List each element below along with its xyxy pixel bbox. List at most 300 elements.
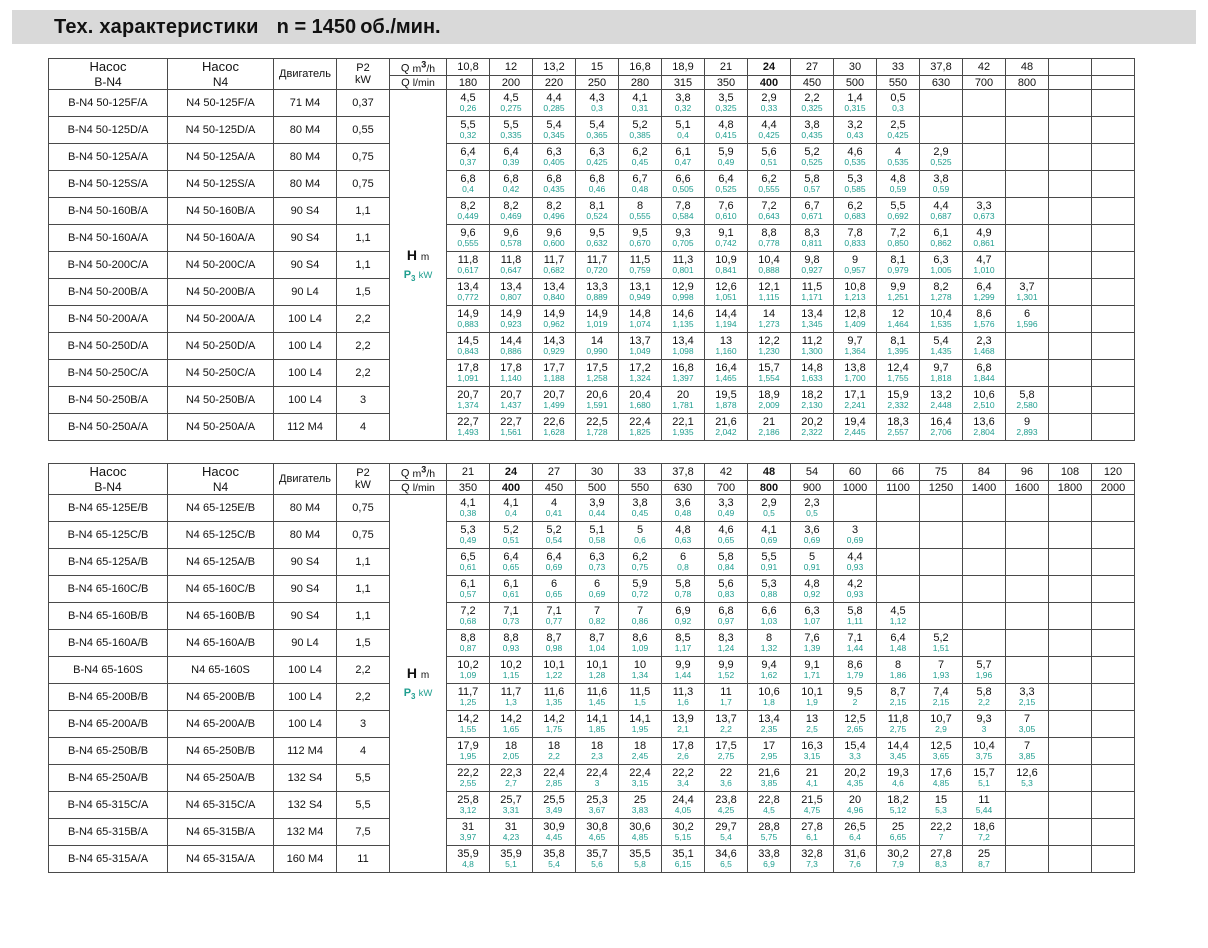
data-cell [447,117,490,144]
data-cell [834,333,877,360]
power-value: 0,325 [801,102,823,113]
motor-model: 100 L4 [274,387,337,414]
col-header-p2: P2 kW [337,464,390,495]
data-cell [834,225,877,252]
power-value: 1,6 [677,696,689,707]
head-value: 9,5 [632,227,648,240]
data-cell [490,522,533,549]
pump-bn4-model: B-N4 65-125A/B [49,549,168,576]
data-cell-empty [1092,576,1135,603]
power-value: 0,57 [803,183,821,194]
power-value: 5,15 [674,831,692,842]
table-row [49,711,1135,738]
head-value: 6 [1023,308,1031,321]
p2-value: 7,5 [337,819,390,846]
data-cell [447,144,490,171]
power-value: 0,923 [500,318,522,329]
data-cell [705,279,748,306]
p2-value: 4 [337,738,390,765]
data-cell [834,819,877,846]
data-cell [834,360,877,387]
data-cell [791,846,834,873]
data-cell [490,576,533,603]
power-value: 1,04 [588,642,606,653]
data-cell [963,333,1006,360]
head-value: 5,2 [632,119,648,132]
data-cell-empty [920,117,963,144]
head-value: 12,6 [1016,767,1038,780]
head-value: 5,4 [589,119,605,132]
data-cell [576,603,619,630]
head-value: 5 [808,551,816,564]
head-value: 22,8 [758,794,780,807]
data-cell [705,90,748,117]
head-value: 17,7 [543,362,565,375]
power-value: 2,332 [887,399,909,410]
data-cell [748,549,791,576]
table-50-wrapper [48,58,1208,441]
data-cell-empty [920,522,963,549]
data-cell-empty [1092,387,1135,414]
pump-n4-model: N4 65-315C/A [168,792,274,819]
power-value: 0,86 [631,615,649,626]
head-value: 8,2 [503,200,519,213]
pump-n4-model: N4 50-250B/A [168,387,274,414]
head-value: 22,4 [543,767,565,780]
data-cell [619,549,662,576]
power-value: 0,927 [801,264,823,275]
power-value: 0,671 [801,210,823,221]
power-value: 1,091 [457,372,479,383]
pump-bn4-model: B-N4 65-125E/B [49,495,168,522]
head-value: 6,2 [632,551,648,564]
data-cell-empty [1092,414,1135,441]
power-value: 0,759 [629,264,651,275]
data-cell [447,792,490,819]
speed-unit: об./мин. [360,15,441,38]
col-header-pump-bn4: Насос B-N4 [49,59,168,90]
data-cell [963,657,1006,684]
data-cell [834,846,877,873]
col-header-motor: Двигатель [274,464,337,495]
data-cell [963,225,1006,252]
pump-n4-model: N4 50-125S/A [168,171,274,198]
data-cell [490,387,533,414]
data-cell [748,657,791,684]
head-value: 5,3 [847,173,863,186]
power-value: 1,098 [672,345,694,356]
power-value: 5,4 [720,831,732,842]
power-value: 1,7 [720,696,732,707]
p2-value: 1,1 [337,198,390,225]
head-value: 6,6 [675,173,691,186]
power-value: 1,230 [758,345,780,356]
data-cell-empty [1049,306,1092,333]
data-cell [662,495,705,522]
data-cell-empty [1092,846,1135,873]
q-m3h-value: 13,2 [533,59,576,76]
data-cell-empty [963,522,1006,549]
data-cell [619,387,662,414]
power-value: 5,44 [975,804,993,815]
power-value: 0,87 [459,642,477,653]
head-value: 18 [633,740,647,753]
head-value: 14,8 [629,308,651,321]
power-value: 5,12 [889,804,907,815]
data-cell [791,90,834,117]
power-value: 0,325 [715,102,737,113]
data-cell [490,657,533,684]
power-value: 1,34 [631,669,649,680]
data-cell [748,387,791,414]
power-value: 0,45 [631,507,649,518]
data-cell [490,846,533,873]
power-value: 0,673 [973,210,995,221]
head-value: 10,4 [758,254,780,267]
head-value: 4,3 [589,92,605,105]
table-row [49,198,1135,225]
head-value: 14,4 [887,740,909,753]
data-cell [748,495,791,522]
pump-bn4-model: B-N4 65-160A/B [49,630,168,657]
data-cell [920,279,963,306]
power-value: 7 [938,831,944,842]
head-value: 6,8 [718,605,734,618]
data-cell-empty [1092,306,1135,333]
data-cell-empty [920,576,963,603]
power-value: 1,878 [715,399,737,410]
h-p3-legend: H m $P_3$ kW [390,495,447,873]
pump-bn4-model: B-N4 65-315B/A [49,819,168,846]
data-cell-empty [1006,792,1049,819]
head-value: 11,5 [629,686,651,699]
head-value: 4 [894,146,902,159]
head-value: 11,8 [887,713,909,726]
power-value: 1,464 [887,318,909,329]
head-value: 35,7 [586,848,608,861]
data-cell-empty [1049,117,1092,144]
data-cell [662,387,705,414]
table-row [49,765,1135,792]
data-cell [748,522,791,549]
head-value: 2,3 [804,497,820,510]
p2-value: 0,75 [337,171,390,198]
power-value: 0,75 [631,561,649,572]
head-value: 16,4 [715,362,737,375]
data-cell [662,792,705,819]
power-value: 3,97 [459,831,477,842]
head-value: 11,8 [457,254,479,267]
data-cell [920,657,963,684]
data-cell-empty [963,171,1006,198]
p2-value: 2,2 [337,306,390,333]
power-value: 0,682 [543,264,565,275]
power-value: 0,990 [586,345,608,356]
data-cell [576,711,619,738]
pump-n4-model: N4 50-200B/A [168,279,274,306]
power-value: 1,86 [889,669,907,680]
power-value: 7,6 [849,858,861,869]
head-value: 2,2 [804,92,820,105]
data-cell [490,603,533,630]
data-cell-empty [1092,90,1135,117]
data-cell [748,225,791,252]
head-value: 7 [937,659,945,672]
head-value: 13,4 [457,281,479,294]
head-value: 20 [676,389,690,402]
power-value: 4,25 [717,804,735,815]
head-value: 3,2 [847,119,863,132]
data-cell-empty [1092,333,1135,360]
power-value: 2,009 [758,399,780,410]
data-cell [619,279,662,306]
q-lmin-value [1092,76,1135,90]
power-value: 0,47 [674,156,692,167]
power-value: 1,55 [459,723,477,734]
head-value: 5,8 [1019,389,1035,402]
speed-label: n = 1450 [276,15,357,38]
head-value: 11,3 [672,254,694,267]
data-cell [748,252,791,279]
data-cell [748,279,791,306]
power-value: 0,285 [543,102,565,113]
data-cell [662,819,705,846]
data-cell [662,657,705,684]
data-cell-empty [1006,333,1049,360]
head-value: 5,9 [718,146,734,159]
page-title-bar [12,10,1196,44]
head-value: 13,4 [543,281,565,294]
power-value: 0,841 [715,264,737,275]
data-cell [447,495,490,522]
q-lmin-value: 550 [619,481,662,495]
power-value: 0,647 [500,264,522,275]
data-cell [834,252,877,279]
data-cell [490,792,533,819]
q-lmin-value: 630 [920,76,963,90]
pump-bn4-model: B-N4 50-250C/A [49,360,168,387]
q-lmin-value: 1400 [963,481,1006,495]
power-value: 1,65 [502,723,520,734]
power-value: 0,92 [674,615,692,626]
data-cell-empty [1049,792,1092,819]
q-unit-m3h-label: Q m3/h [390,464,447,481]
power-value: 2,2 [548,750,560,761]
h-p3-legend: H m $P_3$ kW [390,90,447,441]
data-cell-empty [1006,549,1049,576]
power-value: 2,5 [806,723,818,734]
data-cell [490,144,533,171]
head-value: 25,5 [543,794,565,807]
head-value: 11,7 [457,686,479,699]
power-value: 1,561 [500,426,522,437]
data-cell [877,306,920,333]
data-cell [662,522,705,549]
head-value: 17,5 [586,362,608,375]
power-value: 2,1 [677,723,689,734]
data-cell-empty [1092,279,1135,306]
data-cell [533,171,576,198]
power-value: 0,807 [500,291,522,302]
data-cell-empty [1092,522,1135,549]
power-value: 1,300 [801,345,823,356]
power-value: 0,92 [803,588,821,599]
data-cell [920,819,963,846]
power-value: 2,6 [677,750,689,761]
power-value: 6,15 [674,858,692,869]
power-value: 0,670 [629,237,651,248]
power-value: 0,83 [717,588,735,599]
head-value: 35,9 [457,848,479,861]
data-cell-empty [1092,630,1135,657]
power-value: 1,728 [586,426,608,437]
power-value: 0,3 [892,102,904,113]
head-value: 15,7 [973,767,995,780]
power-value: 1,17 [674,642,692,653]
q-lmin-value: 315 [662,76,705,90]
data-cell [576,765,619,792]
q-lmin-value: 700 [705,481,748,495]
head-value: 9,7 [847,335,863,348]
p2-value: 5,5 [337,765,390,792]
data-cell-empty [1006,90,1049,117]
head-value: 3,5 [718,92,734,105]
power-value: 0,51 [760,156,778,167]
data-cell [576,414,619,441]
p2-value: 2,2 [337,684,390,711]
power-value: 1,781 [672,399,694,410]
motor-model: 100 L4 [274,306,337,333]
data-cell [619,576,662,603]
data-cell [1006,306,1049,333]
q-m3h-value: 37,8 [920,59,963,76]
power-value: 5,75 [760,831,778,842]
q-m3h-value: 60 [834,464,877,481]
data-cell [748,819,791,846]
head-value: 3,7 [1019,281,1035,294]
power-value: 0,850 [887,237,909,248]
power-value: 1,79 [846,669,864,680]
pump-bn4-model: B-N4 50-125A/A [49,144,168,171]
data-cell [791,117,834,144]
power-value: 0,91 [760,561,778,572]
data-cell-empty [1049,414,1092,441]
data-cell-empty [1049,765,1092,792]
power-value: 0,949 [629,291,651,302]
data-cell-empty [1049,819,1092,846]
table-row [49,549,1135,576]
q-m3h-value: 21 [447,464,490,481]
p2-value: 2,2 [337,333,390,360]
head-value: 22,7 [500,416,522,429]
q-m3h-value: 108 [1049,464,1092,481]
power-value: 1,633 [801,372,823,383]
table-row [49,684,1135,711]
p2-value: 1,1 [337,225,390,252]
table-row [49,846,1135,873]
head-value: 13,3 [586,281,608,294]
data-cell [963,819,1006,846]
q-lmin-value: 450 [791,76,834,90]
data-cell [877,792,920,819]
head-value: 13,6 [973,416,995,429]
head-value: 3 [851,524,859,537]
head-value: 4,8 [718,119,734,132]
power-value: 3,45 [889,750,907,761]
power-value: 1,39 [803,642,821,653]
data-cell-empty [1092,765,1135,792]
table-row [49,495,1135,522]
data-cell [705,549,748,576]
data-cell [490,306,533,333]
power-value: 1,680 [629,399,651,410]
power-value: 0,535 [844,156,866,167]
head-value: 9,7 [933,362,949,375]
power-value: 0,315 [844,102,866,113]
pump-n4-model: N4 65-315A/A [168,846,274,873]
q-lmin-value: 700 [963,76,1006,90]
head-value: 4,8 [890,173,906,186]
power-value: 0,585 [844,183,866,194]
head-value: 14 [590,335,604,348]
head-value: 12,8 [844,308,866,321]
head-value: 4,8 [804,578,820,591]
data-cell [705,630,748,657]
motor-model: 90 S4 [274,549,337,576]
head-value: 7,2 [761,200,777,213]
power-value: 0,8 [677,561,689,572]
power-value: 1,935 [672,426,694,437]
data-cell [791,306,834,333]
data-cell-empty [1092,144,1135,171]
head-value: 6,8 [976,362,992,375]
q-m3h-value: 18,9 [662,59,705,76]
pump-n4-model: N4 50-200C/A [168,252,274,279]
data-cell-empty [1049,549,1092,576]
data-cell [834,90,877,117]
power-value: 0,58 [588,534,606,545]
power-value: 4,65 [588,831,606,842]
data-cell [619,117,662,144]
head-value: 32,8 [801,848,823,861]
data-cell [447,279,490,306]
power-value: 0,687 [930,210,952,221]
q-lmin-value: 2000 [1092,481,1135,495]
pump-bn4-model: B-N4 50-160A/A [49,225,168,252]
data-cell [705,819,748,846]
data-cell [619,603,662,630]
power-value: 0,742 [715,237,737,248]
data-cell [920,360,963,387]
head-value: 6,1 [503,578,519,591]
head-value: 6,7 [632,173,648,186]
power-value: 1,71 [803,669,821,680]
power-value: 0,435 [543,183,565,194]
power-value: 0,886 [500,345,522,356]
head-value: 10,1 [801,686,823,699]
power-value: 0,705 [672,237,694,248]
q-lmin-value: 400 [490,481,533,495]
data-cell [834,711,877,738]
q-lmin-value: 200 [490,76,533,90]
q-unit-lmin-label: Q l/min [390,481,447,495]
data-cell [877,225,920,252]
head-value: 8,8 [503,632,519,645]
data-cell-empty [1006,171,1049,198]
head-value: 4,5 [460,92,476,105]
data-cell [662,765,705,792]
head-value: 5,8 [675,578,691,591]
